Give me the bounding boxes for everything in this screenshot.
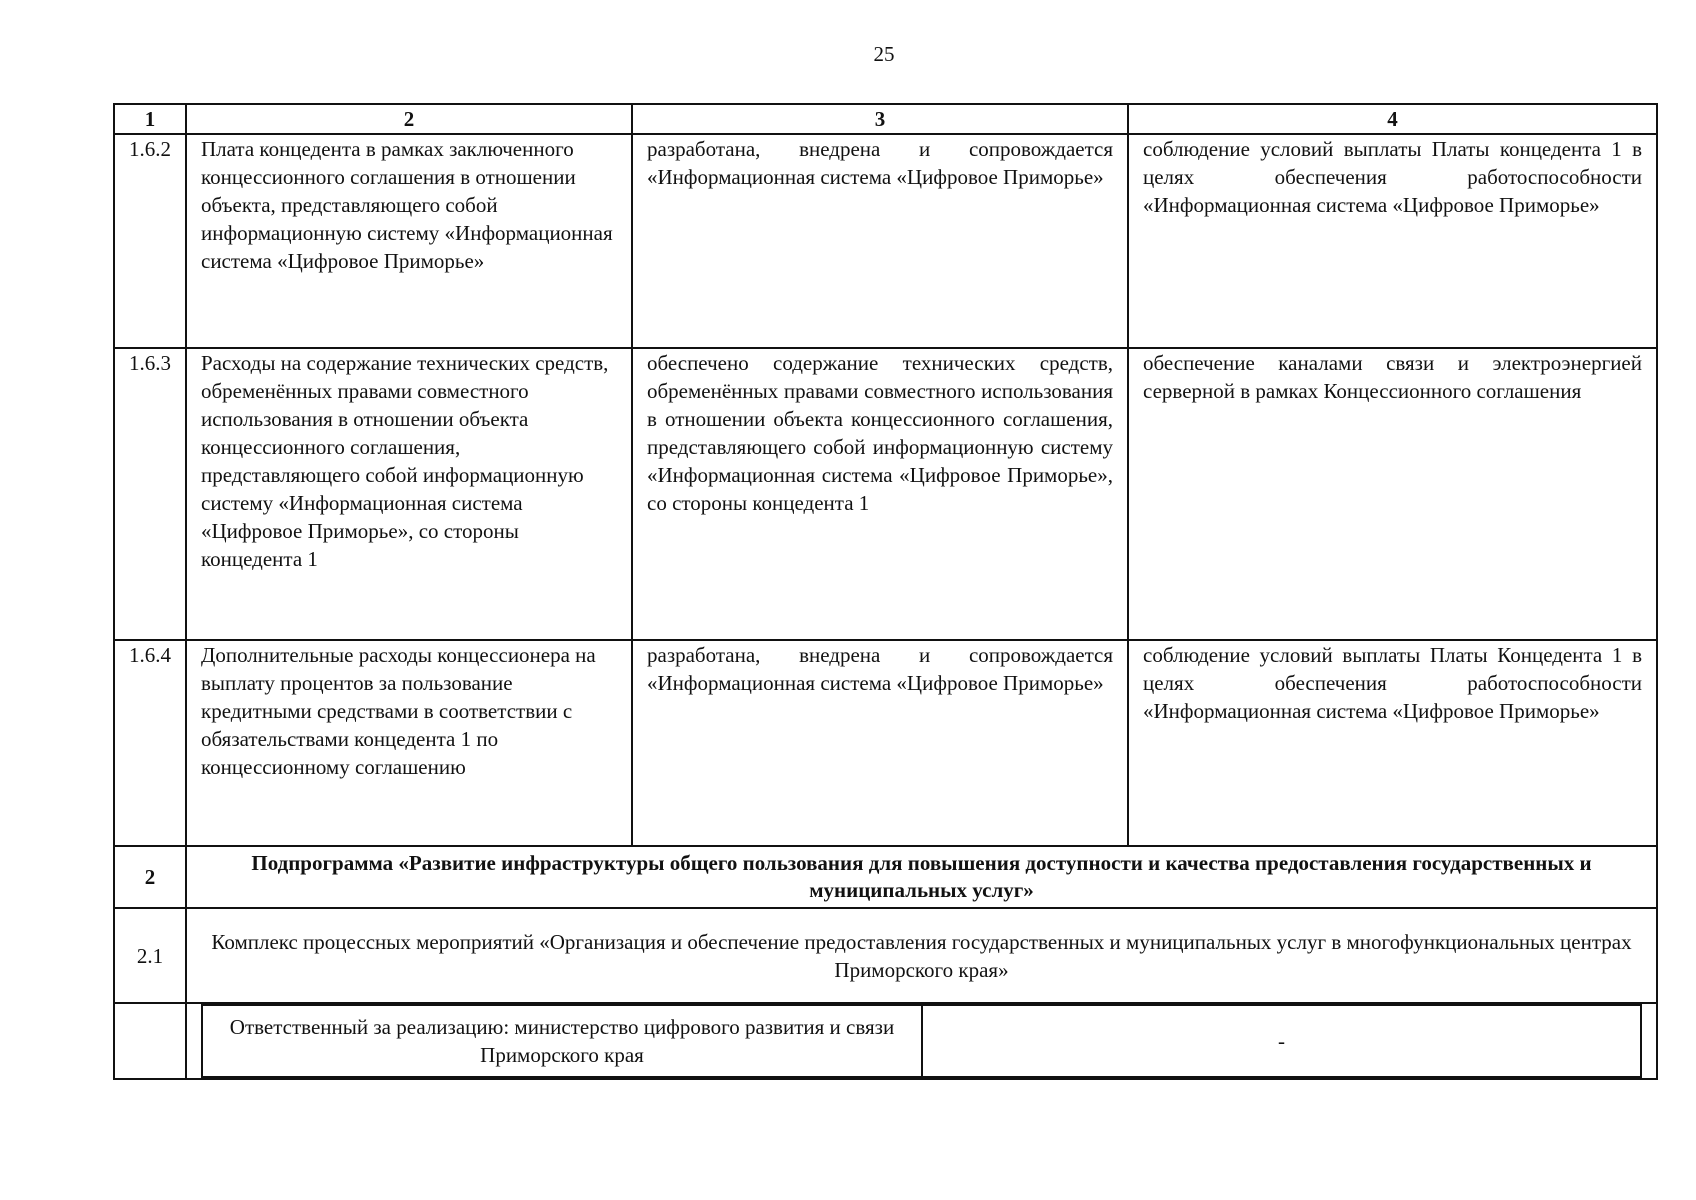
- row-name: Дополнительные расходы концессионера на выплату процентов за пользование кредитными средствами в соответствии с обязательствами концедента 1 по концессионному соглашению: [186, 640, 632, 846]
- row-link: соблюдение условий выплаты Платы концедента 1 в целях обеспечения работоспособности «Информационная система «Цифровое Приморье»: [1128, 134, 1657, 348]
- header-col-3: 3: [632, 104, 1128, 134]
- row-result: разработана, внедрена и сопровождается «Информационная система «Цифровое Приморье»: [632, 640, 1128, 846]
- row-result: обеспечено содержание технических средств, обременённых правами совместного использования в отношении объекта концессионного соглашения, представляющего собой информационную систему «Информационная система «Цифровое Приморье», со стороны концедента 1: [632, 348, 1128, 640]
- subprogram-title: Подпрограмма «Развитие инфраструктуры общего пользования для повышения доступности и качества предоставления государственных и муниципальных услуг»: [186, 846, 1657, 908]
- row-name: Расходы на содержание технических средств, обременённых правами совместного использования в отношении объекта концессионного соглашения, представляющего собой информационную систему «Информационная система «Цифровое Приморье», со стороны концедента 1: [186, 348, 632, 640]
- row-name: Плата концедента в рамках заключенного концессионного соглашения в отношении объекта, представляющего собой информационную систему «Информационная система «Цифровое Приморье»: [186, 134, 632, 348]
- measures-table: [113, 103, 1658, 1080]
- responsible-label: Ответственный за реализацию: министерство цифрового развития и связи Приморского края: [202, 1005, 922, 1077]
- responsible-inner-table: [201, 1004, 1642, 1078]
- row-number: 1.6.2: [114, 134, 186, 348]
- header-col-1: 1: [114, 104, 186, 134]
- complex-title: Комплекс процессных мероприятий «Организация и обеспечение предоставления государственных и муниципальных услуг в многофункциональных центрах Приморского края»: [186, 908, 1657, 1003]
- row-number: 1.6.4: [114, 640, 186, 846]
- responsible-value: -: [922, 1005, 1641, 1077]
- row-result: разработана, внедрена и сопровождается «Информационная система «Цифровое Приморье»: [632, 134, 1128, 348]
- table-row: [114, 348, 1657, 640]
- complex-number: 2.1: [114, 908, 186, 1003]
- table-row: [114, 134, 1657, 348]
- header-col-2: 2: [186, 104, 632, 134]
- row-number: 1.6.3: [114, 348, 186, 640]
- responsible-number-cell: [114, 1003, 186, 1079]
- table-header-row: [114, 104, 1657, 134]
- subprogram-number: 2: [114, 846, 186, 908]
- header-col-4: 4: [1128, 104, 1657, 134]
- responsible-cell: [186, 1003, 1657, 1079]
- responsible-row: [114, 1003, 1657, 1079]
- page-number: 25: [873, 42, 895, 66]
- row-link: обеспечение каналами связи и электроэнергией серверной в рамках Концессионного соглашения: [1128, 348, 1657, 640]
- table-row: [114, 640, 1657, 846]
- subprogram-row: [114, 846, 1657, 908]
- complex-row: [114, 908, 1657, 1003]
- row-link: соблюдение условий выплаты Платы Концедента 1 в целях обеспечения работоспособности «Информационная система «Цифровое Приморье»: [1128, 640, 1657, 846]
